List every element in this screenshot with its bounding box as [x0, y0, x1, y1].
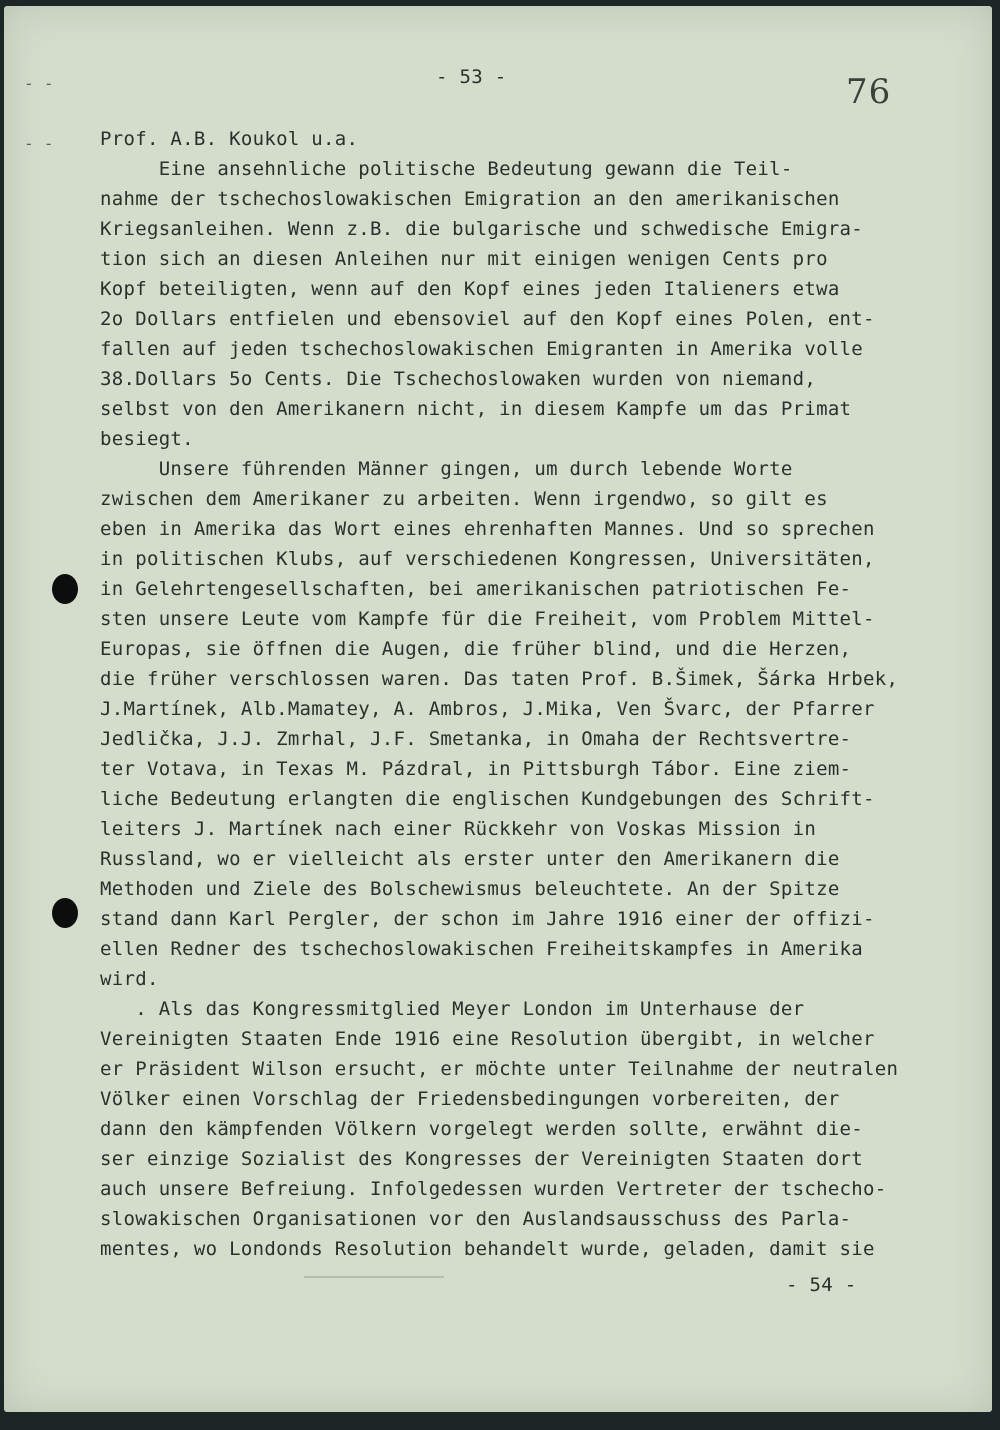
text-line: er Präsident Wilson ersucht, er möchte unter Teilnahme der neutralen — [100, 1058, 899, 1080]
text-line: Prof. A.B. Koukol u.a. — [100, 128, 359, 150]
text-line: 2o Dollars entfielen und ebensoviel auf den Kopf eines Polen, ent- — [100, 308, 875, 330]
archive-number: 76 — [846, 72, 892, 112]
text-line: Eine ansehnliche politische Bedeutung gewann die Teil- — [100, 158, 793, 180]
text-line: liche Bedeutung erlangten die englischen Kundgebungen des Schrift- — [100, 788, 875, 810]
text-line: nahme der tschechoslowakischen Emigration an den amerikanischen — [100, 188, 840, 210]
text-line: ellen Redner des tschechoslowakischen Freiheitskampfes in Amerika — [100, 938, 864, 960]
page-number-top: - 53 - — [436, 66, 507, 88]
text-line: Vereinigten Staaten Ende 1916 eine Resolution übergibt, in welcher — [100, 1028, 875, 1050]
text-line: tion sich an diesen Anleihen nur mit einigen wenigen Cents pro — [100, 248, 828, 270]
text-line: Methoden und Ziele des Bolschewismus beleuchtete. An der Spitze — [100, 878, 840, 900]
text-line: eben in Amerika das Wort eines ehrenhaften Mannes. Und so sprechen — [100, 518, 875, 540]
text-line: Kriegsanleihen. Wenn z.B. die bulgarische und schwedische Emigra- — [100, 218, 864, 240]
text-line: in politischen Klubs, auf verschiedenen Kongressen, Universitäten, — [100, 548, 875, 570]
faint-smudge — [304, 1276, 444, 1278]
text-line: Russland, wo er vielleicht als erster unter den Amerikanern die — [100, 848, 840, 870]
text-line: wird. — [100, 968, 159, 990]
text-line: sten unsere Leute vom Kampfe für die Freiheit, vom Problem Mittel- — [100, 608, 875, 630]
text-line: stand dann Karl Pergler, der schon im Jahre 1916 einer der offizi- — [100, 908, 875, 930]
text-line: die früher verschlossen waren. Das taten Prof. B.Šimek, Šárka Hrbek, — [100, 668, 899, 690]
page-number-bottom: - 54 - — [786, 1274, 857, 1296]
text-line: Europas, sie öffnen die Augen, die früher blind, und die Herzen, — [100, 638, 852, 660]
punch-hole-icon — [52, 574, 78, 604]
text-line: selbst von den Amerikanern nicht, in diesem Kampfe um das Primat — [100, 398, 852, 420]
text-line: auch unsere Befreiung. Infolgedessen wurden Vertreter der tschecho- — [100, 1178, 887, 1200]
text-line: dann den kämpfenden Völkern vorgelegt werden sollte, erwähnt die- — [100, 1118, 864, 1140]
text-line: Kopf beteiligten, wenn auf den Kopf eines jeden Italieners etwa — [100, 278, 840, 300]
text-line: zwischen dem Amerikaner zu arbeiten. Wenn irgendwo, so gilt es — [100, 488, 828, 510]
text-line: slowakischen Organisationen vor den Auslandsausschuss des Parla- — [100, 1208, 852, 1230]
text-line: in Gelehrtengesellschaften, bei amerikanischen patriotischen Fe- — [100, 578, 852, 600]
text-line: fallen auf jeden tschechoslowakischen Emigranten in Amerika volle — [100, 338, 864, 360]
text-line: ser einzige Sozialist des Kongresses der Vereinigten Staaten dort — [100, 1148, 864, 1170]
margin-mark: - - — [24, 74, 54, 93]
text-line: leiters J. Martínek nach einer Rückkehr von Voskas Mission in — [100, 818, 817, 840]
text-line: ter Votava, in Texas M. Pázdral, in Pittsburgh Tábor. Eine ziem- — [100, 758, 852, 780]
text-line: Völker einen Vorschlag der Friedensbedingungen vorbereiten, der — [100, 1088, 840, 1110]
text-line: Jedlička, J.J. Zmrhal, J.F. Smetanka, in Omaha der Rechtsvertre- — [100, 728, 852, 750]
text-line: . Als das Kongressmitglied Meyer London im Unterhause der — [100, 998, 805, 1020]
text-line: mentes, wo Londonds Resolution behandelt wurde, geladen, damit sie — [100, 1238, 875, 1260]
text-line: J.Martínek, Alb.Mamatey, A. Ambros, J.Mika, Ven Švarc, der Pfarrer — [100, 698, 875, 720]
text-line: Unsere führenden Männer gingen, um durch lebende Worte — [100, 458, 793, 480]
document-page — [4, 6, 992, 1412]
margin-mark: - - — [24, 134, 54, 153]
text-line: 38.Dollars 5o Cents. Die Tschechoslowaken wurden von niemand, — [100, 368, 817, 390]
punch-hole-icon — [52, 898, 78, 928]
text-line: besiegt. — [100, 428, 194, 450]
